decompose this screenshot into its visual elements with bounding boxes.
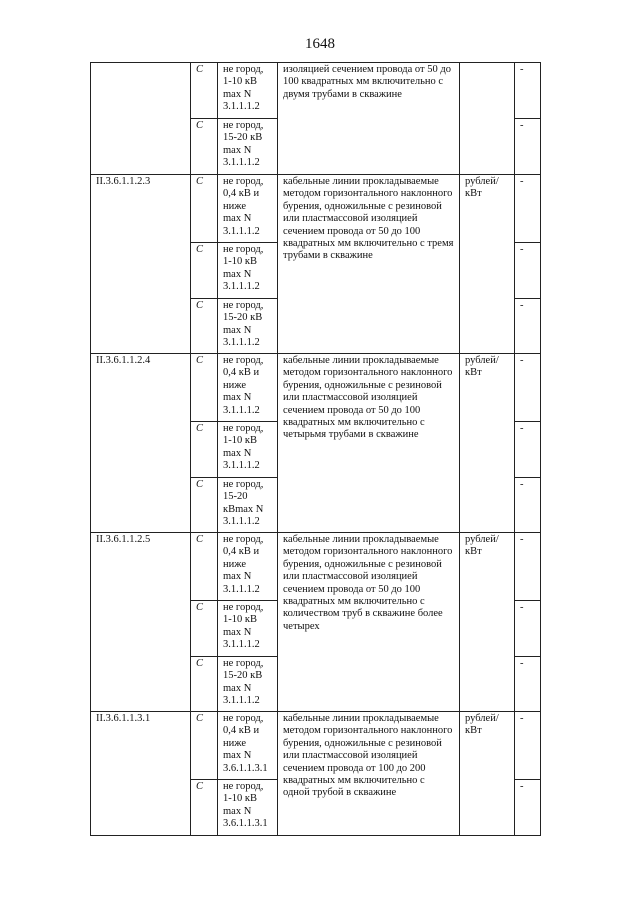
unit-cell: [460, 63, 515, 175]
item-code: II.3.6.1.1.2.4: [91, 354, 191, 533]
category-cell: С: [191, 354, 218, 422]
table-row: [91, 533, 541, 601]
condition-cell: не город, 15-20 кВ max N 3.1.1.1.2: [218, 299, 278, 354]
condition-cell: не город, 15-20 кВ max N 3.1.1.1.2: [218, 119, 278, 175]
table-row: [91, 63, 541, 119]
item-code: II.3.6.1.1.2.3: [91, 175, 191, 354]
unit-cell: рублей/ кВт: [460, 175, 515, 354]
description-cell: кабельные линии прокладываемые методом горизонтального наклонного бурения, одножильные с резиновой или пластмассовой изоляцией сечением провода от 100 до 200 квадратных мм включительно с одной трубой в скважине: [278, 712, 460, 836]
condition-cell: не город, 0,4 кВ и ниже max N 3.1.1.1.2: [218, 175, 278, 243]
value-cell: -: [515, 478, 541, 533]
category-cell: С: [191, 533, 218, 601]
category-cell: С: [191, 422, 218, 478]
condition-cell: не город, 0,4 кВ и ниже max N 3.1.1.1.2: [218, 533, 278, 601]
value-cell: -: [515, 657, 541, 712]
unit-cell: рублей/ кВт: [460, 712, 515, 836]
category-cell: С: [191, 299, 218, 354]
table-row: [91, 712, 541, 780]
category-cell: С: [191, 63, 218, 119]
category-cell: С: [191, 780, 218, 836]
table-row: [91, 175, 541, 243]
category-cell: С: [191, 601, 218, 657]
condition-cell: не город, 1-10 кВ max N 3.1.1.1.2: [218, 601, 278, 657]
condition-cell: не город, 1-10 кВ max N 3.1.1.1.2: [218, 243, 278, 299]
category-cell: С: [191, 712, 218, 780]
condition-cell: не город, 15-20 кВ max N 3.1.1.1.2: [218, 657, 278, 712]
value-cell: -: [515, 243, 541, 299]
description-cell: изоляцией сечением провода от 50 до 100 квадратных мм включительно с двумя трубами в скважине: [278, 63, 460, 175]
condition-cell: не город, 0,4 кВ и ниже max N 3.6.1.1.3.1: [218, 712, 278, 780]
value-cell: -: [515, 354, 541, 422]
condition-cell: не город, 1-10 кВ max N 3.1.1.1.2: [218, 63, 278, 119]
category-cell: С: [191, 175, 218, 243]
condition-cell: не город, 1-10 кВ max N 3.1.1.1.2: [218, 422, 278, 478]
value-cell: -: [515, 422, 541, 478]
tariff-table: [90, 62, 541, 836]
value-cell: -: [515, 63, 541, 119]
page-number: 1648: [305, 36, 335, 52]
category-cell: С: [191, 119, 218, 175]
condition-cell: не город, 15-20 кВmax N 3.1.1.1.2: [218, 478, 278, 533]
unit-cell: рублей/ кВт: [460, 533, 515, 712]
condition-cell: не город, 1-10 кВ max N 3.6.1.1.3.1: [218, 780, 278, 836]
category-cell: С: [191, 657, 218, 712]
category-cell: С: [191, 478, 218, 533]
category-cell: С: [191, 243, 218, 299]
value-cell: -: [515, 175, 541, 243]
value-cell: -: [515, 299, 541, 354]
description-cell: кабельные линии прокладываемые методом горизонтального наклонного бурения, одножильные с резиновой или пластмассовой изоляцией сечением провода от 50 до 100 квадратных мм включительно с количеством труб в скважине более четырех: [278, 533, 460, 712]
item-code: II.3.6.1.1.2.5: [91, 533, 191, 712]
value-cell: -: [515, 533, 541, 601]
unit-cell: рублей/ кВт: [460, 354, 515, 533]
value-cell: -: [515, 712, 541, 780]
item-code: [91, 63, 191, 175]
value-cell: -: [515, 601, 541, 657]
value-cell: -: [515, 780, 541, 836]
table-row: [91, 354, 541, 422]
description-cell: кабельные линии прокладываемые методом горизонтального наклонного бурения, одножильные с резиновой или пластмассовой изоляцией сечением провода от 50 до 100 квадратных мм включительно с тремя трубами в скважине: [278, 175, 460, 354]
item-code: II.3.6.1.1.3.1: [91, 712, 191, 836]
description-cell: кабельные линии прокладываемые методом горизонтального наклонного бурения, одножильные с резиновой или пластмассовой изоляцией сечением провода от 50 до 100 квадратных мм включительно с четырьмя трубами в скважине: [278, 354, 460, 533]
condition-cell: не город, 0,4 кВ и ниже max N 3.1.1.1.2: [218, 354, 278, 422]
value-cell: -: [515, 119, 541, 175]
